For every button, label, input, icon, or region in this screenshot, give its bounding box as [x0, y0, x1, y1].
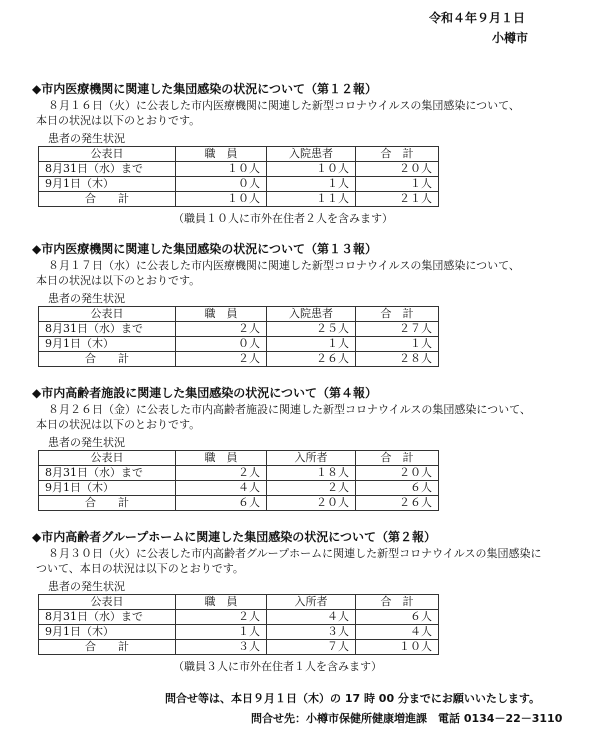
inquiry-deadline: 問合せ等は、本日９月１日（木）の 17 時 00 分までにお願いいたします。	[165, 692, 541, 705]
header-cell: 職 員	[176, 451, 267, 466]
value-cell: ７人	[267, 640, 356, 655]
value-cell: １０人	[176, 162, 267, 177]
value-cell: １人	[356, 177, 439, 192]
value-cell: １０人	[267, 162, 356, 177]
table-caption: 患者の発生状況	[48, 580, 125, 593]
header-cell: 公表日	[39, 147, 176, 162]
header-cell: 入院患者	[267, 147, 356, 162]
paragraph-line: ８月１６日（火）に公表した市内医療機関に関連した新型コロナウイルスの集団感染について、	[48, 99, 520, 112]
paragraph-line: 本日の状況は以下のとおりです。	[36, 274, 201, 287]
value-cell: ３人	[176, 640, 267, 655]
value-cell: ４人	[176, 481, 267, 496]
header-cell: 入所者	[267, 451, 356, 466]
value-cell: ２人	[176, 322, 267, 337]
date-cell: 9月1日（木）	[39, 337, 176, 352]
value-cell: ２０人	[267, 496, 356, 511]
table-header-row	[39, 595, 439, 610]
table-row	[39, 481, 439, 496]
value-cell: ４人	[356, 625, 439, 640]
table-total-row	[39, 192, 439, 207]
total-label-cell: 合 計	[39, 640, 176, 655]
header-cell: 公表日	[39, 307, 176, 322]
value-cell: ２人	[176, 466, 267, 481]
value-cell: １人	[176, 625, 267, 640]
value-cell: １０人	[176, 192, 267, 207]
paragraph-line: ８月２６日（金）に公表した市内高齢者施設に関連した新型コロナウイルスの集団感染について、	[48, 403, 531, 416]
section-heading: ◆市内高齢者グループホームに関連した集団感染の状況について（第２報）	[32, 530, 437, 544]
header-cell: 合 計	[356, 595, 439, 610]
table-row	[39, 625, 439, 640]
section-heading: ◆市内医療機関に関連した集団感染の状況について（第１２報）	[32, 82, 377, 96]
cases-table	[38, 146, 439, 207]
value-cell: ０人	[176, 337, 267, 352]
table-row	[39, 322, 439, 337]
table-caption: 患者の発生状況	[48, 132, 125, 145]
table-total-row	[39, 352, 439, 367]
value-cell: ２人	[176, 352, 267, 367]
value-cell: １人	[267, 177, 356, 192]
table-header-row	[39, 451, 439, 466]
table-note: （職員１０人に市外在住者２人を含みます）	[173, 212, 393, 225]
date-cell: 9月1日（木）	[39, 625, 176, 640]
header-cell: 職 員	[176, 595, 267, 610]
date-cell: 9月1日（木）	[39, 481, 176, 496]
table-row	[39, 466, 439, 481]
header-cell: 入所者	[267, 595, 356, 610]
issuer-city: 小樽市	[491, 31, 528, 45]
value-cell: ２８人	[356, 352, 439, 367]
table-caption: 患者の発生状況	[48, 436, 125, 449]
table-row	[39, 177, 439, 192]
section-paragraph	[36, 98, 556, 128]
section-heading: ◆市内医療機関に関連した集団感染の状況について（第１３報）	[32, 242, 377, 256]
value-cell: ６人	[356, 610, 439, 625]
table-header-row	[39, 307, 439, 322]
contact-info: 問合せ先：小樽市保健所健康増進課 電話 0134－22－3110	[251, 712, 563, 725]
header-cell: 合 計	[356, 451, 439, 466]
date-cell: 8月31日（水）まで	[39, 610, 176, 625]
paragraph-line: ８月３０日（火）に公表した市内高齢者グループホームに関連した新型コロナウイルスの集団感染に	[48, 547, 542, 560]
value-cell: ２６人	[267, 352, 356, 367]
total-label-cell: 合 計	[39, 192, 176, 207]
header-cell: 合 計	[356, 147, 439, 162]
table-row	[39, 610, 439, 625]
total-label-cell: 合 計	[39, 496, 176, 511]
value-cell: ０人	[176, 177, 267, 192]
header-cell: 職 員	[176, 307, 267, 322]
value-cell: ４人	[267, 610, 356, 625]
header-cell: 入院患者	[267, 307, 356, 322]
total-label-cell: 合 計	[39, 352, 176, 367]
document-date: 令和４年９月１日	[428, 11, 525, 25]
date-cell: 8月31日（水）まで	[39, 466, 176, 481]
value-cell: １１人	[267, 192, 356, 207]
table-row	[39, 337, 439, 352]
date-cell: 9月1日（木）	[39, 177, 176, 192]
value-cell: ２０人	[356, 162, 439, 177]
value-cell: ２人	[176, 610, 267, 625]
table-row	[39, 162, 439, 177]
table-total-row	[39, 496, 439, 511]
table-header-row	[39, 147, 439, 162]
paragraph-line: ８月１７日（水）に公表した市内医療機関に関連した新型コロナウイルスの集団感染について、	[48, 259, 520, 272]
date-cell: 8月31日（水）まで	[39, 162, 176, 177]
value-cell: ２人	[267, 481, 356, 496]
section-paragraph	[36, 402, 556, 432]
cases-table	[38, 594, 439, 655]
value-cell: ２７人	[356, 322, 439, 337]
section-paragraph	[36, 258, 556, 288]
value-cell: ６人	[356, 481, 439, 496]
table-caption: 患者の発生状況	[48, 292, 125, 305]
value-cell: ６人	[176, 496, 267, 511]
value-cell: ２５人	[267, 322, 356, 337]
value-cell: ２６人	[356, 496, 439, 511]
section-heading: ◆市内高齢者施設に関連した集団感染の状況について（第４報）	[32, 386, 377, 400]
value-cell: １８人	[267, 466, 356, 481]
date-cell: 8月31日（水）まで	[39, 322, 176, 337]
header-cell: 職 員	[176, 147, 267, 162]
value-cell: ２１人	[356, 192, 439, 207]
header-cell: 公表日	[39, 595, 176, 610]
section-paragraph	[36, 546, 556, 576]
header-cell: 公表日	[39, 451, 176, 466]
table-total-row	[39, 640, 439, 655]
value-cell: １０人	[356, 640, 439, 655]
cases-table	[38, 306, 439, 367]
value-cell: ２０人	[356, 466, 439, 481]
paragraph-line: 本日の状況は以下のとおりです。	[36, 114, 201, 127]
value-cell: １人	[267, 337, 356, 352]
paragraph-line: 本日の状況は以下のとおりです。	[36, 418, 201, 431]
value-cell: １人	[356, 337, 439, 352]
header-cell: 合 計	[356, 307, 439, 322]
value-cell: ３人	[267, 625, 356, 640]
paragraph-line: ついて、本日の状況は以下のとおりです。	[36, 562, 244, 575]
cases-table	[38, 450, 439, 511]
table-note: （職員３人に市外在住者１人を含みます）	[173, 660, 382, 673]
